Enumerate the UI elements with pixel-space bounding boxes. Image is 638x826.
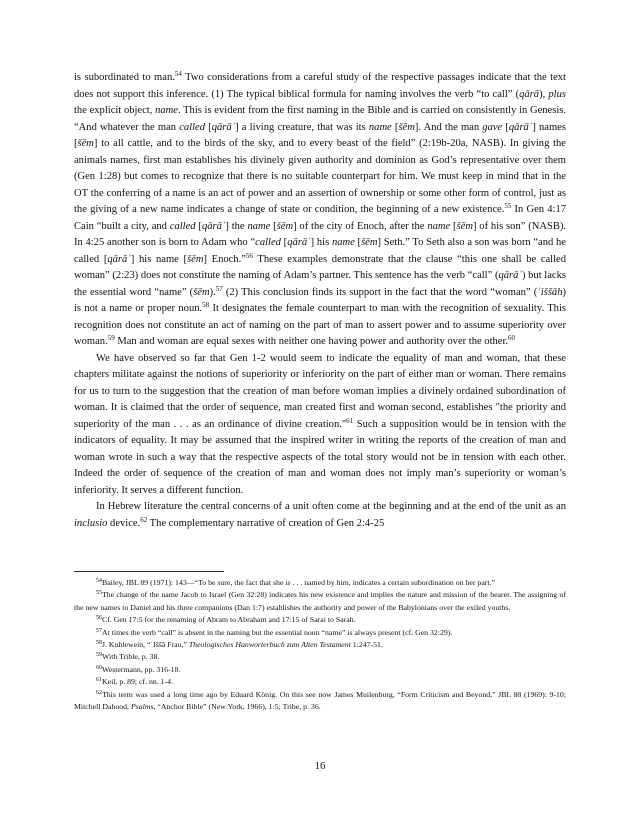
footnote-ref-61: 61 [346,416,354,425]
footnote-ref-62: 62 [140,515,148,524]
paragraph-1: is subordinated to man.$^{54}$ Two considerations from a careful study of the respective passages indicate that the text does not support this inference. (1) The typical biblical formula for naming involves the verb “to call” (qārā), plus the explicit object, name. This is evident from the first naming in the Bible and is carried on consistently in Genesis. “And whatever the man called [qārāʾ] a living creature, that was its name [šēm]. And the man gave [qārāʾ] names [šēm] to all cattle, and to the birds of the sky, and to every beast of the field” (2:19b-20a, NASB). In giving the animals names, first man establishes his divinely given authority and dominion as God’s representative over them (Gen 1:28) but comes to recognize that there is no suitable counterpart for him. We must keep in mind that in the OT the conferring of a name is an act of power and an assertion of ownership or some other form of control, just as the giving of a new name indicates a change of state or condition, the beginning of a new existence.$^{55}$ In Gen 4:17 Cain “built a city, and called [qārāʾ] the name [šēm] of the city of Enoch, after the name [šēm] of his son” (NASB). In 4:25 another son is born to Adam who “called [qārāʾ] his name [šēm] Seth.” To Seth also a son was born “and he called [qārāʾ] his name [šēm] Enoch.”$^{56}$ These examples demonstrate that the clause “this one shall be called woman” (2:23) does not constitute the naming of Adam’s partner. This sentence has the verb “call” (qārāʾ) but lacks the essential word “name” (šēm).$^{57}$ (2) This conclusion finds its support in the fact that the word “woman” (ʾiššāh) is not a name or proper noun.$^{58}$ It designates the female counterpart to man with the recognition of sexuality. This recognition does not constitute an act of naming on the part of man to assert power and to assume superiority over woman.$^{59}$ Man and woman are equal sexes with neither one having power and authority over the other.$^{60}$ [74,70,567,347]
footnote-ref-58: 58 [202,301,210,309]
page-number: 16 [314,760,326,772]
footnote-59: $^{59}$With Trible, p. 38. [96,652,160,662]
footnote-56: $^{56}$Cf. Gen 17:5 for the renaming of Abram to Abraham and 17:15 of Sarai to Sarah. [96,615,356,625]
paragraph-2: We have observed so far that Gen 1-2 would seem to indicate the equality of man and woman, that these chapters militate against the notions of superiority or inferiority on the part of either man or woman. There remains for us to turn to the suggestion that the creation of man before woman implies a divinely ordained subordination of woman. It is claimed that the order of sequence, man created first and woman second, establishes "the priority and superiority of the man . . . as an ordinance of divine creation."$^{61}$ Such a supposition would be in tension with the indicators of equality. It may be assumed that the inspired writer in writing the reports of the creation of man and woman wrote in such a way that the respective aspects of the total story would not be in tension with each other. Indeed the order of sequence of the creation of man and woman does not imply man’s superiority or woman’s inferiority. It serves a different function. [74,352,566,496]
footnote-62: $^{62}$This term was used a long time ago by Eduard König. On this see now James Muilenburg, “Form Criticism and Beyond,” JBL 88 (1969): 9-10; Mitchell Dahood, Psalms, “Anchor Bible” (New York, 1966), 1:5; Tribe, p. 36. [74,689,566,712]
footnote-ref-55: 55 [504,202,512,210]
footnote-54: $^{54}$Bailey, JBL 89 (1971): 143—“To be sure, the fact that she is . . . named by him, indicates a certain subordination on her part.” [96,578,495,587]
footnote-ref-54: 54 [174,70,182,78]
footnotes [74,577,566,713]
footnote-ref-60: 60 [508,334,516,342]
footnote-61: $^{61}$Keil, p. 89; cf. nn. 1-4. [96,677,174,687]
footnote-separator [74,571,224,572]
footnote-58: $^{58}$J. Kuhlewein, “ʾIššā Frau,” Theologisches Hanworterbuch zum Alten Testament 1:247-51. [96,640,383,650]
paragraph-3: In Hebrew literature the central concerns of a unit often come at the beginning and at the end of the unit as an inclusio device.$^{62}$ The complementary narrative of creation of Gen 2:4-25 [74,501,566,529]
footnote-ref-59: 59 [107,334,115,342]
footnote-60: $^{60}$Westermann, pp. 316-18. [96,664,181,674]
footnote-55: $^{55}$The change of the name Jacob to Israel (Gen 32:28) indicates his new existence and implies the nature and mission of the bearer. The assigning of the new names to Daniel and his three companions (Dan 1:7) establishes the authority and power of the Babylonians over the exiled youths. [74,590,566,612]
footnote-57: $^{57}$At times the verb “call” is absent in the naming but the essential noun “name” is always present (cf. Gen 32:29). [96,627,453,637]
footnote-ref-56: 56 [245,251,253,260]
body-text [74,70,566,532]
footnote-ref-57: 57 [215,284,223,293]
